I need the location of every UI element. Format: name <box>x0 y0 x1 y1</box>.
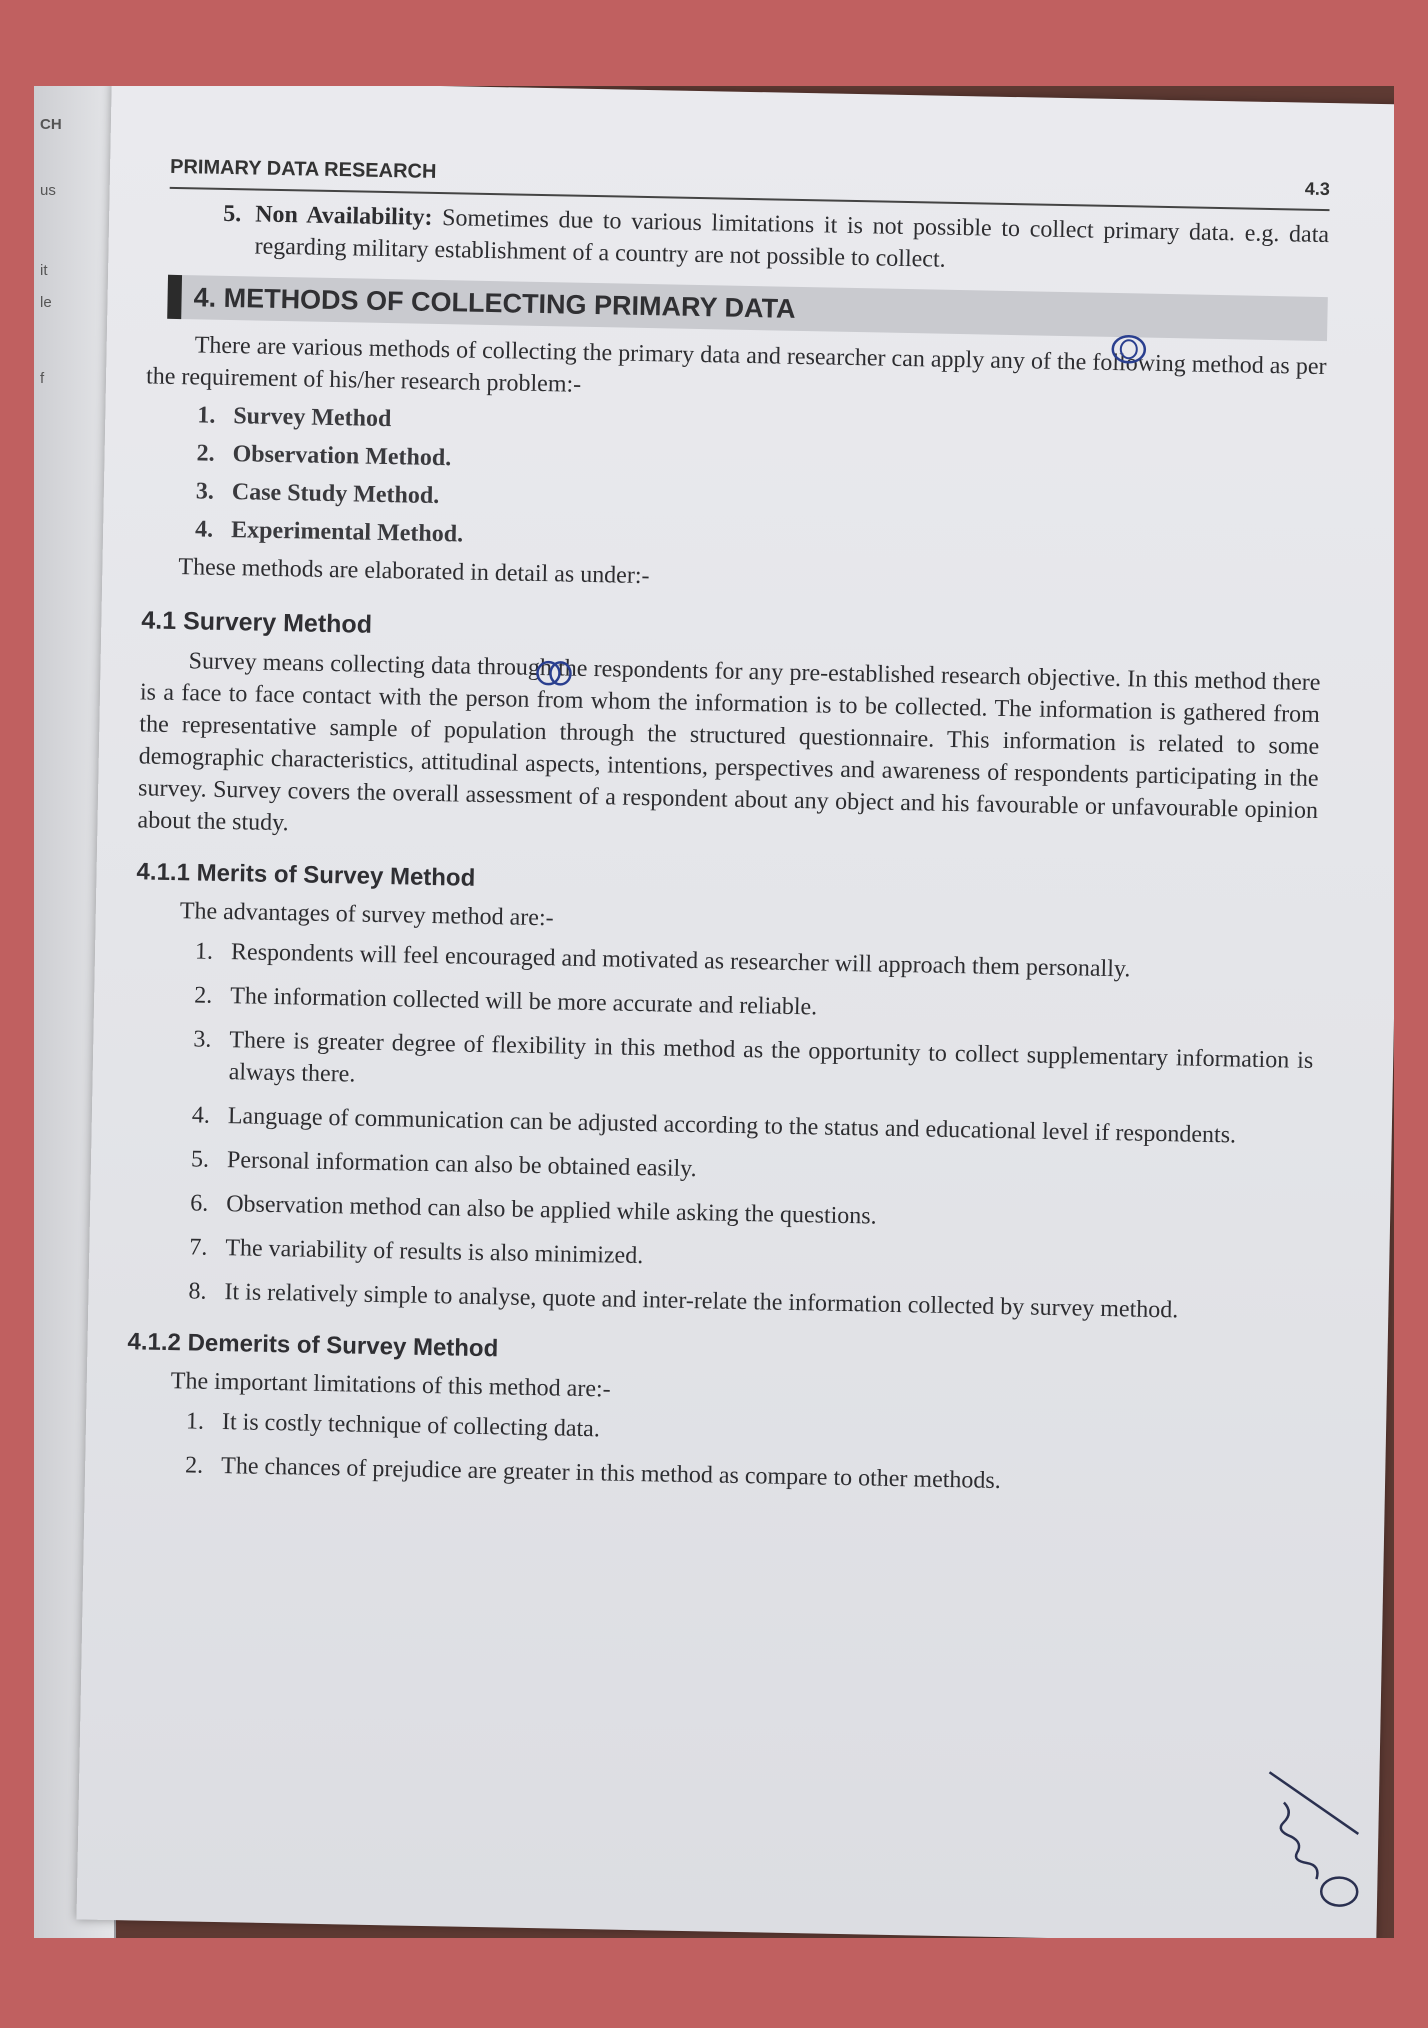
document-photo <box>34 86 1394 1938</box>
list-item <box>194 979 1314 1032</box>
list-item <box>192 1099 1312 1152</box>
item-body: Sometimes due to various limitations it is not possible to collect primary data. e.g. data regarding military establishment of a country are not possible to collect. <box>254 205 1330 273</box>
method-label: Experimental Method. <box>230 517 464 548</box>
list-number: 8. <box>188 1278 207 1305</box>
survey-body: Survey means collecting data through the respondents for any pre-established research objective. In this method there is a face to face contact with the person from whom the information is to be collected. The information is gathered from the representative sample of population through the structured questionnaire. This information is related to some demographic characteristics, attitudinal aspects, intentions, perspectives and awareness of respondents participating in the survey. Survey covers the overall assessment of a respondent about any object and his favourable or unfavourable opinion about the study. <box>137 648 1321 837</box>
left-page-fragment: CH <box>40 116 62 133</box>
item-title: Non Availability: <box>254 201 433 231</box>
list-number: 3. <box>193 1026 212 1053</box>
list-number: 2. <box>196 440 215 467</box>
method-label: Survey Method <box>233 403 392 433</box>
list-number: 2. <box>184 1452 204 1479</box>
list-item-text: There is greater degree of flexibility in this method as the opportunity to collect supplementary information is always there. <box>228 1027 1314 1088</box>
list-item <box>190 1187 1310 1240</box>
merits-heading: 4.1.1 Merits of Survey Method <box>136 858 476 892</box>
list-item <box>192 1023 1313 1108</box>
list-item-non-availability <box>222 198 1329 283</box>
list-item-text: Respondents will feel encouraged and motivated as researcher will approach them personally. <box>230 939 1131 983</box>
list-number: 4. <box>194 516 214 543</box>
list-item-text: The information collected will be more accurate and reliable. <box>229 983 818 1021</box>
section-intro: There are various methods of collecting the primary data and researcher can apply any of the following method as per the requirement of his/her research problem:- <box>145 332 1327 398</box>
running-head-title: PRIMARY DATA RESEARCH <box>169 155 437 183</box>
list-number: 7. <box>189 1234 208 1261</box>
list-item <box>191 1143 1311 1196</box>
list-item-text: It is relatively simple to analyse, quote and inter-relate the information collected by survey method. <box>224 1279 1179 1324</box>
list-item-text: Language of communication can be adjusted according to the status and educational level if respondents. <box>227 1103 1237 1149</box>
list-item-text: Observation method can also be applied while asking the questions. <box>225 1191 877 1230</box>
section-heading: 4. METHODS OF COLLECTING PRIMARY DATA <box>193 282 796 324</box>
list-item-text <box>254 198 1329 283</box>
left-page-fragment: f <box>40 370 45 387</box>
merits-intro: The advantages of survey method are:- <box>179 898 554 932</box>
list-number: 4. <box>191 1102 211 1129</box>
methods-list <box>195 399 1326 567</box>
list-item-text: The variability of results is also minimized. <box>225 1235 644 1270</box>
demerits-list <box>185 1405 1306 1502</box>
list-number: 1. <box>197 402 216 429</box>
page-number: 4.3 <box>1304 178 1331 200</box>
list-number: 2. <box>193 982 213 1009</box>
left-page-fragment: it <box>40 262 48 279</box>
list-item <box>189 1231 1309 1284</box>
pen-circle-mark <box>532 656 579 691</box>
list-number: 1. <box>194 938 214 965</box>
list-number: 3. <box>195 478 215 505</box>
list-item-text: The chances of prejudice are greater in this method as compare to other methods. <box>220 1453 1001 1495</box>
section-outro: These methods are elaborated in detail as under:- <box>178 554 650 590</box>
left-page-fragment: us <box>40 182 56 199</box>
method-label: Case Study Method. <box>231 479 440 510</box>
merits-list <box>188 935 1315 1328</box>
list-item-text: It is costly technique of collecting data. <box>221 1409 601 1443</box>
list-number: 1. <box>185 1408 205 1435</box>
list-number: 6. <box>189 1190 209 1217</box>
heading-marker <box>167 275 182 319</box>
pen-circle-mark <box>1106 329 1157 370</box>
signature-mark <box>1257 1762 1370 1914</box>
list-number: 5. <box>222 200 242 228</box>
demerits-intro: The important limitations of this method are:- <box>170 1368 611 1403</box>
list-item <box>185 1449 1305 1502</box>
method-label: Observation Method. <box>232 441 452 472</box>
left-page-fragment: le <box>40 294 52 311</box>
list-number: 5. <box>190 1146 210 1173</box>
list-item-text: Personal information can also be obtained easily. <box>226 1147 697 1183</box>
subsection-heading: 4.1 Survery Method <box>141 606 373 639</box>
book-page <box>76 86 1394 1938</box>
list-item <box>188 1275 1308 1328</box>
demerits-heading: 4.1.2 Demerits of Survey Method <box>127 1328 499 1363</box>
